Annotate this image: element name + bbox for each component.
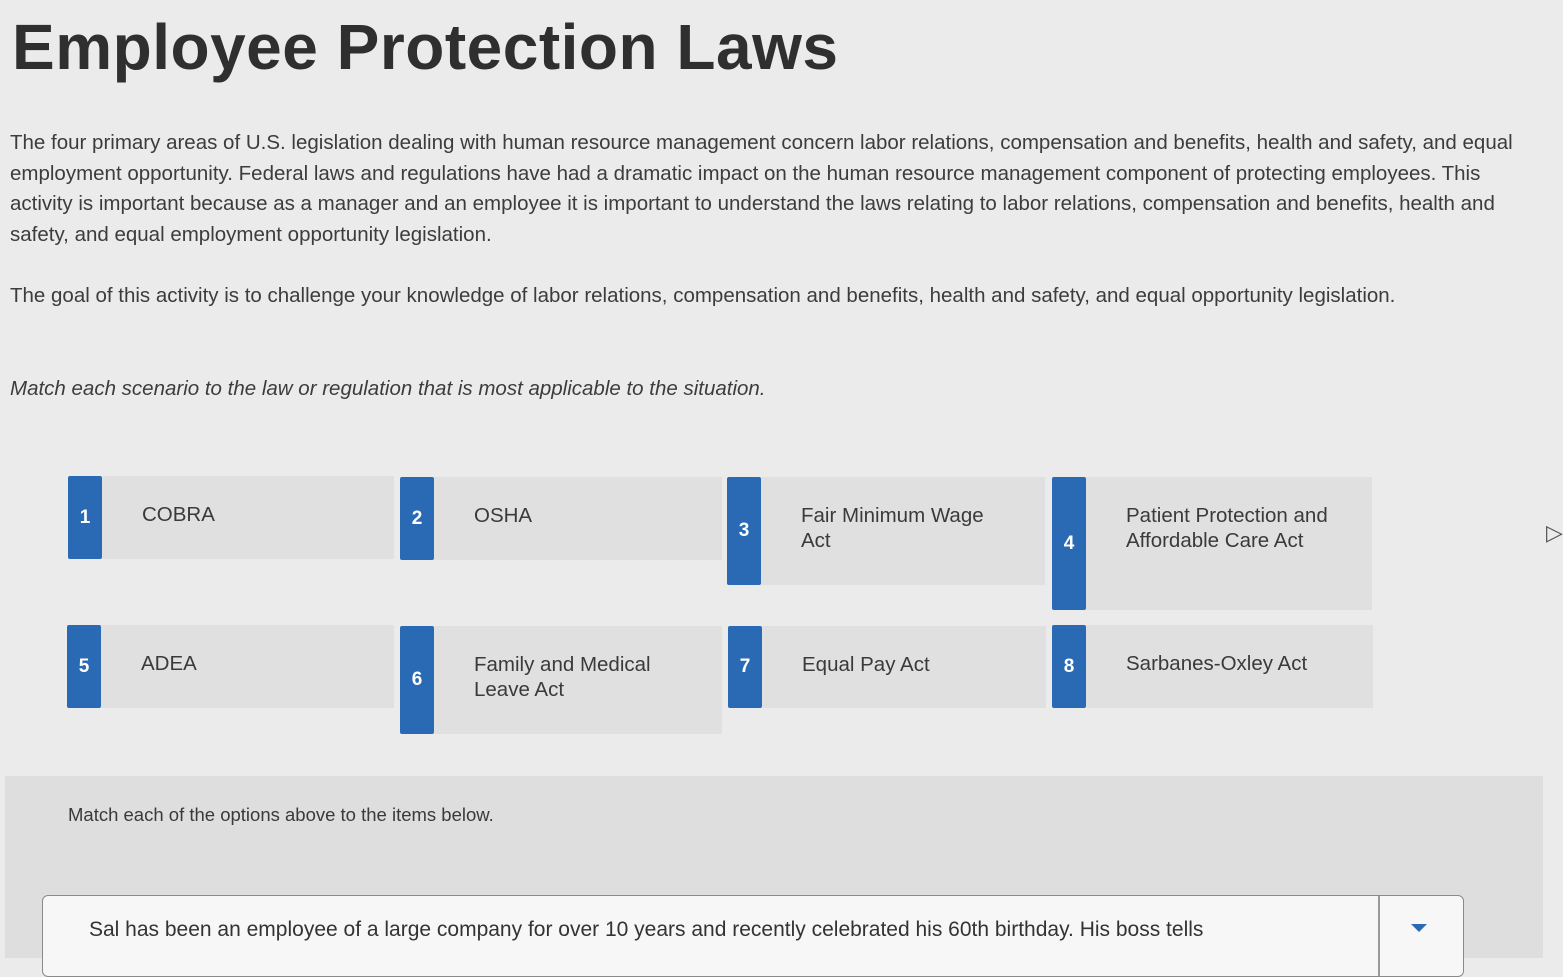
option-card-fair-minimum-wage-act[interactable] — [727, 477, 1045, 585]
option-number-badge: 4 — [1052, 477, 1086, 610]
option-label: ADEA — [101, 625, 394, 708]
dropdown-divider — [1378, 896, 1380, 976]
match-panel — [5, 776, 1543, 958]
option-number-badge: 3 — [727, 477, 761, 585]
option-number-badge: 6 — [400, 626, 434, 734]
option-card-adea[interactable] — [67, 625, 394, 708]
option-label: OSHA — [434, 477, 722, 560]
scenario-dropdown[interactable] — [42, 895, 1464, 977]
goal-paragraph: The goal of this activity is to challenge your knowledge of labor relations, compensation and benefits, health and safety, and equal opportunity legislation. — [10, 284, 1396, 307]
option-label: Patient Protection and Affordable Care Act — [1086, 477, 1372, 610]
option-number-badge: 2 — [400, 477, 434, 560]
option-number-badge: 1 — [68, 476, 102, 559]
mouse-cursor-icon: ▷ — [1546, 520, 1563, 545]
option-label: Fair Minimum Wage Act — [761, 477, 1045, 585]
option-card-cobra[interactable] — [68, 476, 394, 559]
option-number-badge: 7 — [728, 626, 762, 708]
option-card-osha[interactable] — [400, 477, 722, 560]
scenario-text: Sal has been an employee of a large company for over 10 years and recently celebrated his 60th birthday. His boss tells — [89, 918, 1204, 941]
option-card-patient-protection-act[interactable] — [1052, 477, 1372, 610]
option-number-badge: 5 — [67, 625, 101, 708]
option-label: Equal Pay Act — [762, 626, 1046, 708]
option-number-badge: 8 — [1052, 625, 1086, 708]
intro-paragraph: The four primary areas of U.S. legislation dealing with human resource management concern labor relations, compensation and benefits, health and safety, and equal employment opportunity. Federal laws and regulations have had a dramatic impact on the human resource management component of protecting employees. This activity is important because as a manager and an employee it is important to understand the laws relating to labor relations, compensation and benefits, health and safety, and equal employment opportunity legislation. — [10, 131, 1513, 246]
page-title: Employee Protection Laws — [12, 11, 839, 83]
option-card-equal-pay-act[interactable] — [728, 626, 1046, 708]
option-label: Sarbanes-Oxley Act — [1086, 625, 1373, 708]
instruction-text: Match each scenario to the law or regulation that is most applicable to the situation. — [10, 377, 766, 400]
match-instruction: Match each of the options above to the items below. — [68, 804, 494, 825]
option-label: Family and Medical Leave Act — [434, 626, 722, 734]
option-card-fmla[interactable] — [400, 626, 722, 734]
chevron-down-icon[interactable] — [1411, 924, 1427, 932]
option-card-sarbanes-oxley-act[interactable] — [1052, 625, 1373, 708]
option-label: COBRA — [102, 476, 394, 559]
